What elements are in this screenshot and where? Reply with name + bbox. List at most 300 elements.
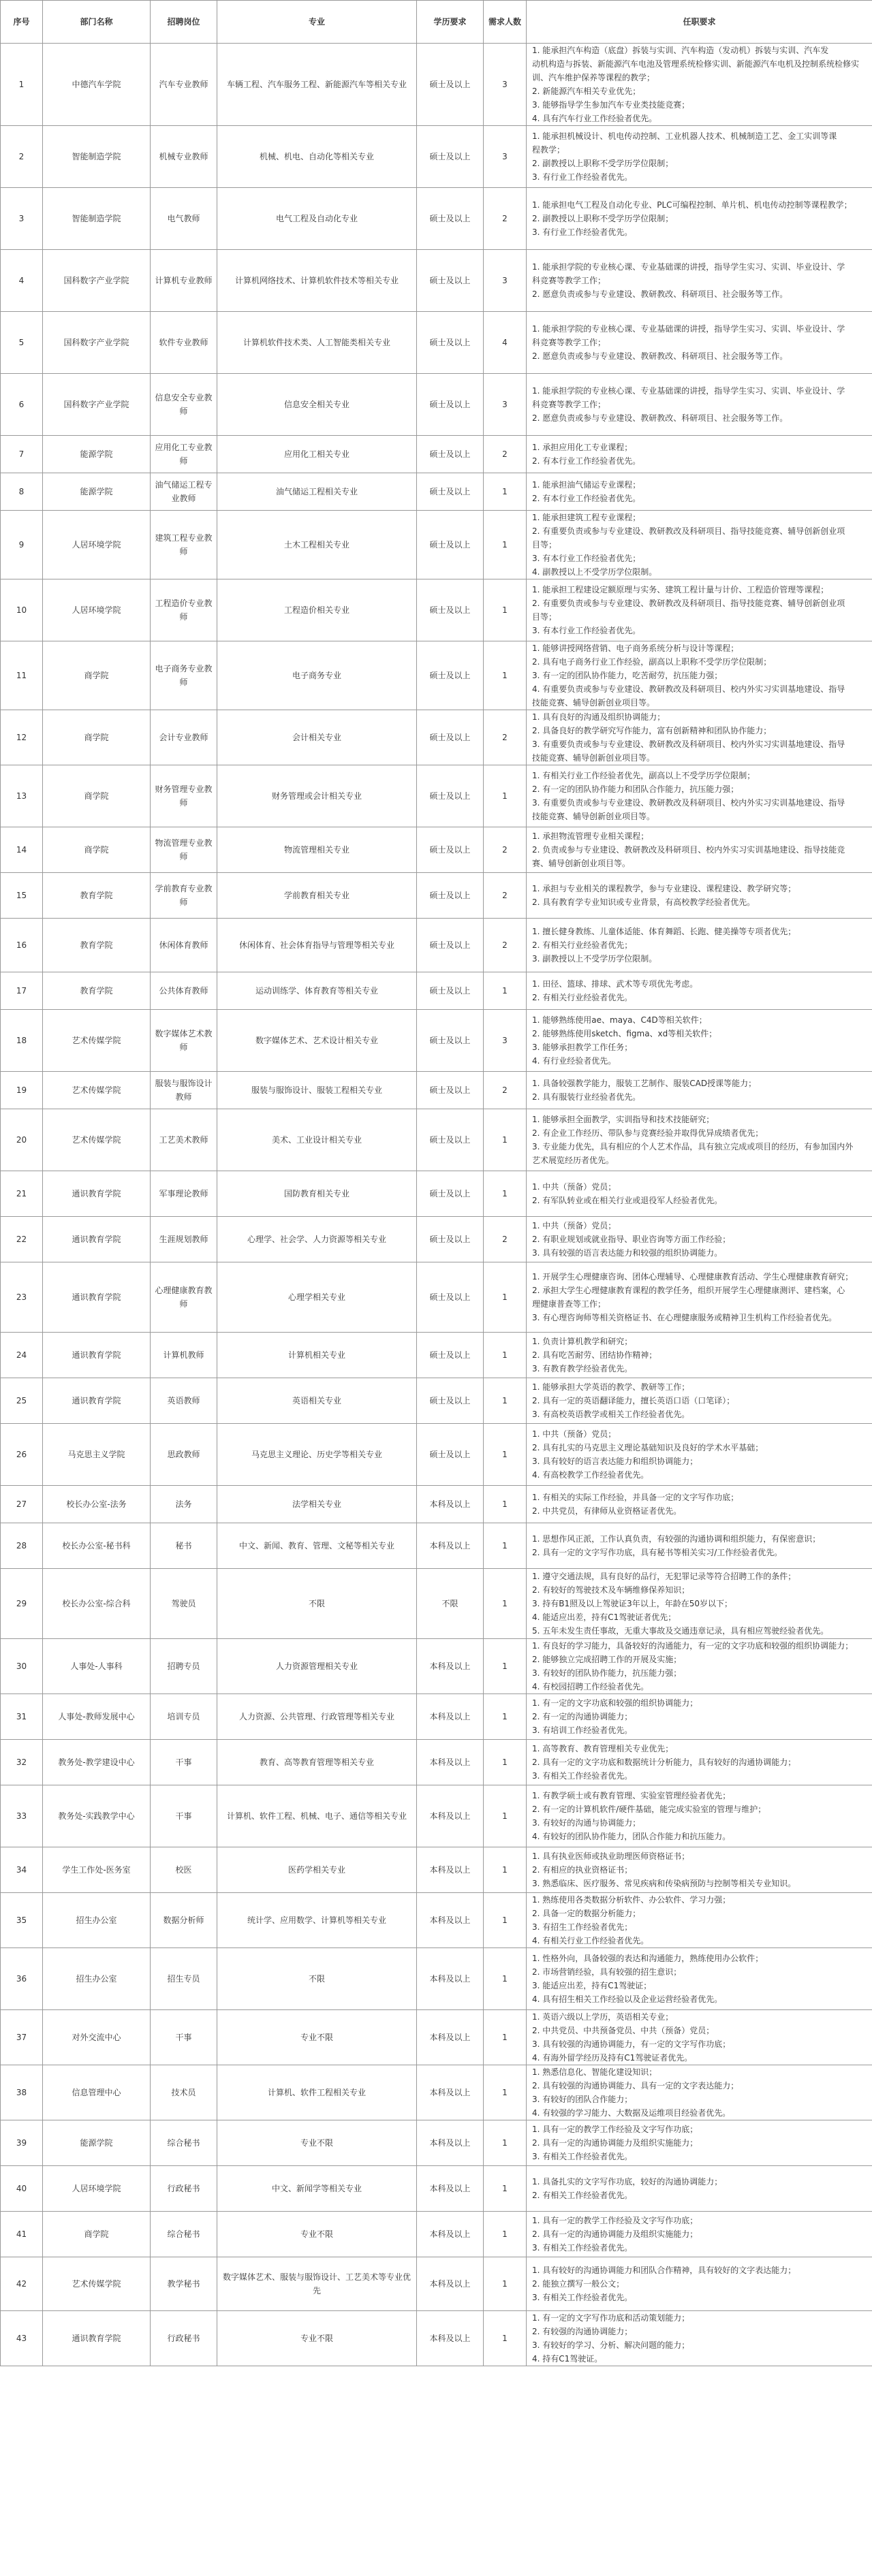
cell-count: 1 — [484, 2120, 527, 2166]
table-row — [1, 2257, 872, 2311]
cell-post: 计算机教师 — [151, 1333, 217, 1378]
cell-post: 休闲体育教师 — [151, 919, 217, 972]
cell-major: 医药学相关专业 — [217, 1847, 417, 1893]
cell-edu: 本科及以上 — [417, 2257, 484, 2311]
header-major: 专业 — [217, 1, 417, 44]
cell-major: 专业不限 — [217, 2212, 417, 2257]
cell-edu: 本科及以上 — [417, 1893, 484, 1948]
cell-post: 综合秘书 — [151, 2212, 217, 2257]
cell-requirements — [527, 873, 872, 919]
requirement-line: 2. 新能源汽车相关专业优先； — [532, 86, 641, 96]
table-row — [1, 2120, 872, 2166]
cell-no: 18 — [1, 1010, 43, 1072]
requirement-line: 2. 具有一定的文字写作功底，具有秘书等相关实习/工作经验者优先。 — [532, 1548, 783, 1557]
requirement-line: 4. 有相关行业工作经验者优先。 — [532, 1936, 649, 1945]
table-row — [1, 2166, 872, 2212]
cell-post: 生涯规划教师 — [151, 1217, 217, 1262]
cell-post: 汽车专业教师 — [151, 44, 217, 126]
requirement-line: 2. 有企业工作经历、带队参与竞赛经验并取得优异成绩者优先； — [532, 1128, 764, 1138]
cell-no: 40 — [1, 2166, 43, 2212]
table-body — [1, 44, 872, 2366]
requirement-line: 3. 有较好的沟通与协调能力； — [532, 1818, 641, 1828]
cell-dept: 艺术传媒学院 — [43, 1010, 151, 1072]
requirement-line: 2. 具有教育学专业知识或专业背景，有高校教学经验者优先。 — [532, 897, 756, 907]
cell-dept: 智能制造学院 — [43, 188, 151, 250]
cell-requirements — [527, 250, 872, 312]
cell-major: 物流管理相关专业 — [217, 827, 417, 873]
requirement-line: 科竞赛等教学工作； — [532, 338, 606, 347]
cell-no: 7 — [1, 436, 43, 473]
cell-dept: 人居环境学院 — [43, 511, 151, 579]
cell-count: 3 — [484, 126, 527, 188]
requirement-line: 2. 有相关工作经验者优先。 — [532, 2191, 633, 2200]
cell-no: 32 — [1, 1740, 43, 1785]
cell-post: 招聘专员 — [151, 1639, 217, 1694]
requirement-line: 1. 高等教育、教育管理相关专业优先； — [532, 1744, 674, 1753]
cell-requirements — [527, 1378, 872, 1424]
cell-no: 16 — [1, 919, 43, 972]
requirement-line: 2. 副教授以上职称不受学历学位限制； — [532, 214, 674, 223]
cell-count: 1 — [484, 1694, 527, 1740]
cell-post: 信息安全专业教师 — [151, 374, 217, 436]
cell-dept: 通识教育学院 — [43, 1171, 151, 1217]
table-row — [1, 1523, 872, 1569]
requirement-line: 3. 有相关工作经验者优先。 — [532, 2243, 633, 2253]
requirement-line: 4. 有较好的团队协作能力，团队合作能力和抗压能力。 — [532, 1832, 731, 1841]
requirement-line: 1. 能承担学院的专业核心课、专业基础课的讲授，指导学生实习、实训、毕业设计、学 — [532, 386, 845, 396]
cell-no: 19 — [1, 1072, 43, 1109]
cell-major: 机械、机电、自动化等相关专业 — [217, 126, 417, 188]
cell-count: 3 — [484, 250, 527, 312]
requirement-line: 4. 具有汽车行业工作经验者优先。 — [532, 114, 657, 123]
requirement-line: 4. 有行业经验者优先。 — [532, 1056, 617, 1066]
cell-post: 工艺美术教师 — [151, 1109, 217, 1171]
cell-edu: 硕士及以上 — [417, 972, 484, 1010]
cell-dept: 智能制造学院 — [43, 126, 151, 188]
requirement-line: 2. 具备一定的数据分析能力； — [532, 1909, 641, 1918]
cell-count: 2 — [484, 436, 527, 473]
cell-count: 1 — [484, 2311, 527, 2366]
cell-major: 心理学相关专业 — [217, 1262, 417, 1333]
table-row — [1, 2212, 872, 2257]
cell-post: 招生专员 — [151, 1948, 217, 2010]
requirement-line: 3. 有一定的团队协作能力，吃苦耐劳，抗压能力强； — [532, 671, 723, 680]
table-row — [1, 765, 872, 827]
cell-dept: 校长办公室-综合科 — [43, 1569, 151, 1639]
cell-count: 1 — [484, 1378, 527, 1424]
requirement-line: 2. 有较好的驾驶技术及车辆维修保养知识； — [532, 1585, 690, 1595]
cell-post: 机械专业教师 — [151, 126, 217, 188]
requirement-line: 1. 中共（预备）党员； — [532, 1221, 617, 1230]
requirement-line: 2. 具有扎实的马克思主义理论基础知识及良好的学术水平基础； — [532, 1443, 764, 1452]
cell-count: 1 — [484, 1785, 527, 1847]
requirement-line: 1. 熟练使用各类数据分析软件、办公软件、学习力强； — [532, 1895, 731, 1905]
cell-no: 30 — [1, 1639, 43, 1694]
header-post: 招聘岗位 — [151, 1, 217, 44]
cell-count: 1 — [484, 1523, 527, 1569]
cell-major: 计算机、软件工程、机械、电子、通信等相关专业 — [217, 1785, 417, 1847]
requirement-line: 科竞赛等教学工作； — [532, 276, 606, 285]
table-header — [1, 1, 872, 44]
cell-post: 英语教师 — [151, 1378, 217, 1424]
cell-count: 1 — [484, 2257, 527, 2311]
cell-dept: 国科数字产业学院 — [43, 374, 151, 436]
table-row — [1, 1847, 872, 1893]
requirement-line: 2. 具有一定的英语翻译能力，擅长英语口语（口笔译）； — [532, 1396, 735, 1405]
cell-requirements — [527, 1333, 872, 1378]
requirement-line: 3. 有本行业工作经验者优先。 — [532, 626, 641, 635]
cell-requirements — [527, 2065, 872, 2120]
cell-post: 校医 — [151, 1847, 217, 1893]
cell-no: 2 — [1, 126, 43, 188]
cell-major: 美术、工业设计相关专业 — [217, 1109, 417, 1171]
header-no: 序号 — [1, 1, 43, 44]
requirement-line: 3. 具有较强的语言表达能力和较强的组织协调能力。 — [532, 1248, 723, 1258]
requirement-line: 1. 能够熟练使用ae、maya、C4D等相关软件； — [532, 1015, 707, 1025]
cell-post: 计算机专业教师 — [151, 250, 217, 312]
cell-major: 计算机、软件工程相关专业 — [217, 2065, 417, 2120]
cell-major: 专业不限 — [217, 2010, 417, 2065]
cell-post: 应用化工专业教师 — [151, 436, 217, 473]
cell-no: 13 — [1, 765, 43, 827]
cell-major: 工程造价相关专业 — [217, 579, 417, 641]
cell-requirements — [527, 126, 872, 188]
cell-no: 25 — [1, 1378, 43, 1424]
requirement-line: 1. 能够讲授网络营销、电子商务系统分析与设计等课程； — [532, 643, 739, 653]
cell-no: 14 — [1, 827, 43, 873]
cell-count: 2 — [484, 827, 527, 873]
cell-dept: 商学院 — [43, 827, 151, 873]
table-row — [1, 827, 872, 873]
requirement-line: 2. 副教授以上职称不受学历学位限制； — [532, 159, 674, 168]
cell-count: 1 — [484, 1109, 527, 1171]
cell-requirements — [527, 1217, 872, 1262]
cell-post: 技术员 — [151, 2065, 217, 2120]
requirement-line: 1. 具有一定的教学工作经验及文字写作功底； — [532, 2125, 698, 2134]
cell-major: 数字媒体艺术、艺术设计相关专业 — [217, 1010, 417, 1072]
requirement-line: 2. 有相关行业经验者优先。 — [532, 993, 633, 1002]
cell-major: 法学相关专业 — [217, 1486, 417, 1523]
cell-requirements — [527, 1171, 872, 1217]
cell-major: 人力资源、公共管理、行政管理等相关专业 — [217, 1694, 417, 1740]
cell-edu: 硕士及以上 — [417, 710, 484, 765]
cell-requirements — [527, 1639, 872, 1694]
cell-no: 28 — [1, 1523, 43, 1569]
table-row — [1, 972, 872, 1010]
table-row — [1, 1171, 872, 1217]
cell-requirements — [527, 919, 872, 972]
cell-edu: 本科及以上 — [417, 1948, 484, 2010]
table-row — [1, 1785, 872, 1847]
cell-count: 1 — [484, 1333, 527, 1378]
cell-major: 中文、新闻学等相关专业 — [217, 2166, 417, 2212]
cell-post: 数据分析师 — [151, 1893, 217, 1948]
requirement-line: 理健康普查等工作； — [532, 1299, 606, 1309]
cell-major: 休闲体育、社会体育指导与管理等相关专业 — [217, 919, 417, 972]
requirement-line: 1. 遵守交通法规，具有良好的品行，无犯罪记录等符合招聘工作的条件； — [532, 1572, 796, 1581]
cell-post: 电子商务专业教师 — [151, 641, 217, 710]
cell-dept: 能源学院 — [43, 2120, 151, 2166]
cell-post: 驾驶员 — [151, 1569, 217, 1639]
requirement-line: 4. 有校园招聘工作经验者优先。 — [532, 1682, 649, 1691]
table-row — [1, 511, 872, 579]
cell-dept: 国科数字产业学院 — [43, 312, 151, 374]
requirement-line: 2. 市场营销经验，具有较强的招生意识； — [532, 1967, 682, 1977]
cell-dept: 人居环境学院 — [43, 579, 151, 641]
requirement-line: 1. 具备较强教学能力，服装工艺制作、服装CAD授课等能力； — [532, 1079, 757, 1088]
requirement-line: 2. 具备良好的教学研究写作能力，富有创新精神和团队协作能力； — [532, 726, 772, 735]
cell-major: 计算机相关专业 — [217, 1333, 417, 1378]
requirement-line: 1. 能承担学院的专业核心课、专业基础课的讲授，指导学生实习、实训、毕业设计、学 — [532, 262, 845, 272]
requirement-line: 1. 能承担汽车构造（底盘）拆装与实训、汽车构造（发动机）拆装与实训、汽车发 — [532, 46, 829, 55]
cell-major: 不限 — [217, 1948, 417, 2010]
requirement-line: 3. 有教育教学经验者优先。 — [532, 1364, 633, 1373]
requirement-line: 1. 中共（预备）党员； — [532, 1429, 617, 1439]
cell-dept: 商学院 — [43, 710, 151, 765]
requirement-line: 3. 有重要负责或参与专业建设、教研教改及科研项目、校内外实习实训基地建设、指导 — [532, 740, 845, 749]
cell-dept: 人居环境学院 — [43, 2166, 151, 2212]
requirement-line: 3. 有招生工作经验者优先； — [532, 1922, 633, 1932]
cell-no: 29 — [1, 1569, 43, 1639]
cell-count: 2 — [484, 873, 527, 919]
cell-requirements — [527, 1486, 872, 1523]
cell-post: 干事 — [151, 1785, 217, 1847]
cell-count: 4 — [484, 312, 527, 374]
cell-no: 12 — [1, 710, 43, 765]
cell-dept: 能源学院 — [43, 473, 151, 511]
cell-dept: 通识教育学院 — [43, 1333, 151, 1378]
cell-post: 干事 — [151, 1740, 217, 1785]
cell-edu: 硕士及以上 — [417, 1424, 484, 1486]
requirement-line: 技能竞赛、辅导创新创业项目等。 — [532, 698, 655, 707]
cell-post: 培训专员 — [151, 1694, 217, 1740]
cell-requirements — [527, 374, 872, 436]
cell-no: 23 — [1, 1262, 43, 1333]
requirement-line: 4. 有重要负责或参与专业建设、教研教改及科研项目、校内外实习实训基地建设、指导 — [532, 684, 845, 694]
cell-dept: 通识教育学院 — [43, 1217, 151, 1262]
cell-dept: 人事处-人事科 — [43, 1639, 151, 1694]
requirement-line: 1. 性格外向，具备较强的表达和沟通能力，熟练使用办公软件； — [532, 1954, 764, 1963]
cell-dept: 通识教育学院 — [43, 1262, 151, 1333]
cell-count: 1 — [484, 1569, 527, 1639]
cell-count: 1 — [484, 2166, 527, 2212]
cell-dept: 教务处-教学建设中心 — [43, 1740, 151, 1785]
cell-no: 15 — [1, 873, 43, 919]
requirement-line: 1. 具备扎实的文字写作功底，较好的沟通协调能力； — [532, 2177, 723, 2187]
cell-dept: 中德汽车学院 — [43, 44, 151, 126]
requirement-line: 3. 具有较好的语言表达能力和组织协调能力； — [532, 1457, 698, 1466]
cell-dept: 教务处-实践教学中心 — [43, 1785, 151, 1847]
cell-no: 3 — [1, 188, 43, 250]
cell-count: 1 — [484, 972, 527, 1010]
requirement-line: 2. 愿意负责或参与专业建设、教研教改、科研项目、社会服务等工作。 — [532, 351, 788, 361]
cell-edu: 硕士及以上 — [417, 641, 484, 710]
requirement-line: 训、汽车维护保养等课程的教学； — [532, 73, 655, 82]
cell-requirements — [527, 972, 872, 1010]
cell-major: 计算机软件技术类、人工智能类相关专业 — [217, 312, 417, 374]
requirement-line: 3. 有相关工作经验者优先。 — [532, 2152, 633, 2161]
requirement-line: 1. 有一定的文字写作功底和活动策划能力； — [532, 2313, 690, 2323]
cell-requirements — [527, 1785, 872, 1847]
cell-dept: 学生工作处-医务室 — [43, 1847, 151, 1893]
requirement-line: 2. 愿意负责或参与专业建设、教研教改、科研项目、社会服务等工作。 — [532, 289, 788, 299]
cell-major: 英语相关专业 — [217, 1378, 417, 1424]
cell-requirements — [527, 1948, 872, 2010]
requirement-line: 2. 具有较强的沟通协调能力、具有一定的文字表达能力； — [532, 2081, 739, 2090]
cell-major: 统计学、应用数学、计算机等相关专业 — [217, 1893, 417, 1948]
cell-edu: 本科及以上 — [417, 2212, 484, 2257]
table-row — [1, 873, 872, 919]
cell-edu: 本科及以上 — [417, 1847, 484, 1893]
header-edu: 学历要求 — [417, 1, 484, 44]
requirement-line: 1. 能够承担大学英语的教学、教研等工作； — [532, 1382, 690, 1392]
requirement-line: 1. 承担与专业相关的课程教学，参与专业建设、课程建设、教学研究等； — [532, 884, 796, 893]
requirement-line: 2. 能够熟练使用sketch、figma、xd等相关软件； — [532, 1029, 717, 1038]
cell-major: 土木工程相关专业 — [217, 511, 417, 579]
cell-no: 33 — [1, 1785, 43, 1847]
table-row — [1, 250, 872, 312]
cell-major: 计算机网络技术、计算机软件技术等相关专业 — [217, 250, 417, 312]
requirement-line: 4. 持有C1驾驶证。 — [532, 2354, 603, 2364]
cell-edu: 本科及以上 — [417, 2166, 484, 2212]
table-row — [1, 1424, 872, 1486]
cell-edu: 硕士及以上 — [417, 1378, 484, 1424]
cell-edu: 硕士及以上 — [417, 1217, 484, 1262]
table-row — [1, 1217, 872, 1262]
requirement-line: 1. 熟悉信息化、智能化建设知识； — [532, 2067, 657, 2077]
cell-edu: 硕士及以上 — [417, 873, 484, 919]
cell-no: 36 — [1, 1948, 43, 2010]
cell-count: 1 — [484, 473, 527, 511]
cell-edu: 本科及以上 — [417, 1486, 484, 1523]
cell-edu: 硕士及以上 — [417, 436, 484, 473]
requirement-line: 3. 有相关工作经验者优先。 — [532, 1771, 633, 1781]
cell-requirements — [527, 188, 872, 250]
table-row — [1, 1639, 872, 1694]
table-row — [1, 1740, 872, 1785]
requirement-line: 3. 有高校英语教学或相关工作经验者优先。 — [532, 1410, 690, 1419]
cell-edu: 硕士及以上 — [417, 374, 484, 436]
cell-count: 1 — [484, 1171, 527, 1217]
cell-major: 电子商务专业 — [217, 641, 417, 710]
requirement-line: 3. 有培训工作经验者优先。 — [532, 1726, 633, 1735]
cell-dept: 商学院 — [43, 765, 151, 827]
cell-count: 2 — [484, 919, 527, 972]
cell-major: 专业不限 — [217, 2120, 417, 2166]
requirement-line: 1. 中共（预备）党员； — [532, 1182, 617, 1192]
table-row — [1, 2010, 872, 2065]
cell-requirements — [527, 1523, 872, 1569]
cell-requirements — [527, 1424, 872, 1486]
cell-requirements — [527, 1262, 872, 1333]
cell-count: 1 — [484, 641, 527, 710]
cell-no: 34 — [1, 1847, 43, 1893]
cell-edu: 硕士及以上 — [417, 1072, 484, 1109]
requirement-line: 4. 有海外留学经历及持有C1驾驶证者优先。 — [532, 2053, 693, 2063]
cell-requirements — [527, 44, 872, 126]
cell-requirements — [527, 1072, 872, 1109]
cell-no: 24 — [1, 1333, 43, 1378]
cell-major: 马克思主义理论、历史学等相关专业 — [217, 1424, 417, 1486]
table-row — [1, 436, 872, 473]
requirement-line: 2. 负责或参与专业建设、教研教改及科研项目、校内外实习实训基地建设、指导技能竞 — [532, 845, 845, 855]
cell-count: 2 — [484, 1217, 527, 1262]
header-requirements: 任职要求 — [527, 1, 872, 44]
requirement-line: 1. 负责计算机教学和研究； — [532, 1337, 633, 1346]
requirement-line: 1. 思想作风正派，工作认真负责，有较强的沟通协调和组织能力，有保密意识； — [532, 1534, 821, 1544]
cell-edu: 硕士及以上 — [417, 312, 484, 374]
cell-dept: 商学院 — [43, 641, 151, 710]
requirement-line: 2. 具有一定的沟通协调能力及组织实施能力； — [532, 2229, 698, 2239]
cell-count: 1 — [484, 1740, 527, 1785]
cell-requirements — [527, 436, 872, 473]
table-row — [1, 2065, 872, 2120]
cell-major: 数字媒体艺术、服装与服饰设计、工艺美术等专业优先 — [217, 2257, 417, 2311]
requirement-line: 1. 能承担油气储运专业课程； — [532, 480, 641, 490]
requirement-line: 目等； — [532, 540, 557, 550]
requirement-line: 3. 有行业工作经验者优先。 — [532, 227, 633, 237]
cell-major: 电气工程及自动化专业 — [217, 188, 417, 250]
requirement-line: 1. 能承担建筑工程专业课程； — [532, 513, 641, 522]
requirement-line: 2. 有相关行业经验者优先； — [532, 940, 633, 950]
cell-edu: 本科及以上 — [417, 1740, 484, 1785]
cell-count: 1 — [484, 1262, 527, 1333]
table-row — [1, 1333, 872, 1378]
requirement-line: 2. 有军队转业或在相关行业或退役军人经验者优先。 — [532, 1196, 723, 1205]
table-row — [1, 312, 872, 374]
cell-edu: 不限 — [417, 1569, 484, 1639]
cell-count: 1 — [484, 2212, 527, 2257]
cell-no: 42 — [1, 2257, 43, 2311]
cell-major: 油气储运工程相关专业 — [217, 473, 417, 511]
cell-requirements — [527, 2010, 872, 2065]
cell-count: 1 — [484, 1486, 527, 1523]
cell-count: 1 — [484, 511, 527, 579]
requirement-line: 技能竞赛、辅导创新创业项目等。 — [532, 812, 655, 821]
cell-edu: 本科及以上 — [417, 1785, 484, 1847]
requirement-line: 1. 能承担机械设计、机电传动控制、工业机器人技术、机械制造工艺、金工实训等课 — [532, 131, 837, 141]
requirement-line: 2. 中共党员，有律师从业资格证者优先。 — [532, 1506, 682, 1516]
requirement-line: 1. 承担物流管理专业相关课程； — [532, 831, 649, 841]
requirement-line: 4. 副教授以上不受学历学位限制。 — [532, 567, 657, 577]
cell-edu: 硕士及以上 — [417, 827, 484, 873]
cell-no: 11 — [1, 641, 43, 710]
cell-post: 综合秘书 — [151, 2120, 217, 2166]
requirement-line: 1. 能够承担全面教学，实训指导和技术技能研究； — [532, 1115, 715, 1124]
cell-requirements — [527, 1010, 872, 1072]
requirement-line: 3. 熟悉临床、医疗服务、常见疾病和传染病预防与控制等相关专业知识。 — [532, 1879, 796, 1888]
table-row — [1, 1694, 872, 1740]
cell-edu: 硕士及以上 — [417, 473, 484, 511]
cell-no: 37 — [1, 2010, 43, 2065]
requirement-line: 5. 五年未发生责任事故，无重大事故及交通违章记录，具有相应驾驶经验者优先。 — [532, 1626, 829, 1636]
cell-no: 39 — [1, 2120, 43, 2166]
requirement-line: 赛、辅导创新创业项目等。 — [532, 859, 631, 868]
cell-count: 1 — [484, 1424, 527, 1486]
requirement-line: 2. 有一定的团队协作能力和团队合作能力，抗压能力强； — [532, 784, 739, 794]
cell-dept: 通识教育学院 — [43, 1378, 151, 1424]
requirement-line: 目等； — [532, 612, 557, 622]
cell-post: 建筑工程专业教师 — [151, 511, 217, 579]
cell-major: 教育、高等教育管理等相关专业 — [217, 1740, 417, 1785]
cell-dept: 对外交流中心 — [43, 2010, 151, 2065]
cell-no: 38 — [1, 2065, 43, 2120]
cell-post: 油气储运工程专业教师 — [151, 473, 217, 511]
cell-edu: 本科及以上 — [417, 2120, 484, 2166]
requirement-line: 技能竞赛、辅导创新创业项目等。 — [532, 753, 655, 763]
requirement-line: 艺术展览经历者优先。 — [532, 1156, 614, 1165]
requirement-line: 1. 英语六级以上学历，英语相关专业； — [532, 2012, 674, 2022]
